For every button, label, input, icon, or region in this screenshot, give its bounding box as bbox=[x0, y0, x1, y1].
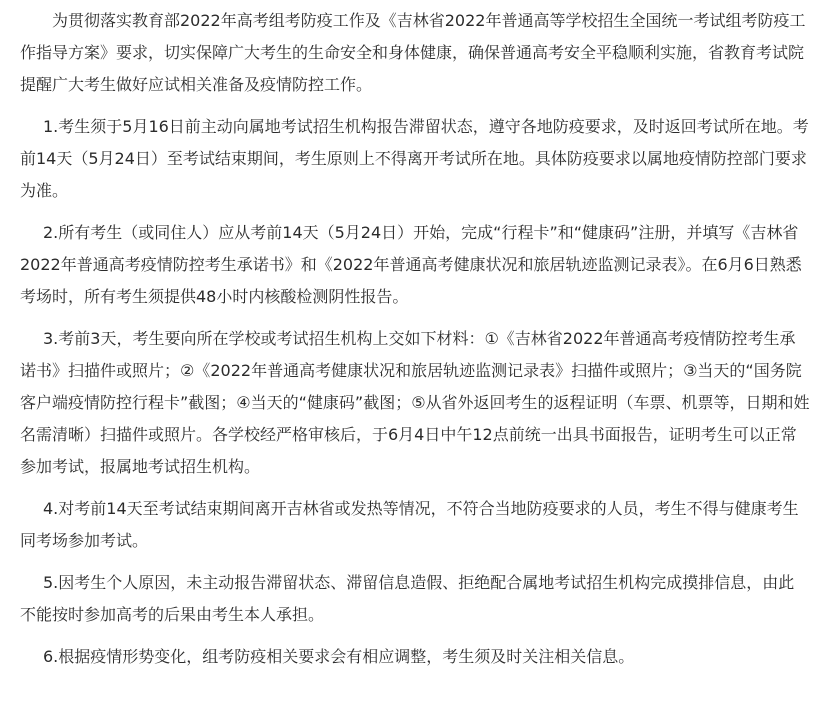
item-4-paragraph: 4.对考前14天至考试结束期间离开吉林省或发热等情况，不符合当地防疫要求的人员，考生不得与健康考生同考场参加考试。 bbox=[20, 499, 799, 550]
item-6-paragraph: 6.根据疫情形势变化，组考防疫相关要求会有相应调整，考生须及时关注相关信息。 bbox=[43, 647, 635, 666]
item-3-paragraph: 3.考前3天，考生要向所在学校或考试招生机构上交如下材料：①《吉林省2022年普通高考疫情防控考生承诺书》扫描件或照片；②《2022年普通高考健康状况和旅居轨迹监测记录表》扫描件或照片；③当天的“国务院客户端疫情防控行程卡”截图；④当天的“健康码”截图；⑤从省外返回考生的返程证明（车票、机票等，日期和姓名需清晰）扫描件或照片。各学校经严格审核后，于6月4日中午12点前统一出具书面报告，证明考生可以正常参加考试，报属地考试招生机构。 bbox=[20, 329, 810, 476]
item-1-paragraph: 1.考生须于5月16日前主动向属地考试招生机构报告滞留状态，遵守各地防疫要求，及时返回考试所在地。考前14天（5月24日）至考试结束期间，考生原则上不得离开考试所在地。具体防疫要求以属地疫情防控部门要求为准。 bbox=[20, 117, 809, 200]
item-2-paragraph: 2.所有考生（或同住人）应从考前14天（5月24日）开始，完成“行程卡”和“健康码”注册，并填写《吉林省2022年普通高考疫情防控考生承诺书》和《2022年普通高考健康状况和旅居轨迹监测记录表》。在6月6日熟悉考场时，所有考生须提供48小时内核酸检测阴性报告。 bbox=[20, 223, 802, 306]
intro-paragraph: 为贯彻落实教育部2022年高考组考防疫工作及《吉林省2022年普通高等学校招生全国统一考试组考防疫工作指导方案》要求，切实保障广大考生的生命安全和身体健康，确保普通高考安全平稳顺利实施，省教育考试院提醒广大考生做好应试相关准备及疫情防控工作。 bbox=[20, 11, 806, 94]
item-5-paragraph: 5.因考生个人原因，未主动报告滞留状态、滞留信息造假、拒绝配合属地考试招生机构完成摸排信息，由此不能按时参加高考的后果由考生本人承担。 bbox=[20, 573, 795, 624]
